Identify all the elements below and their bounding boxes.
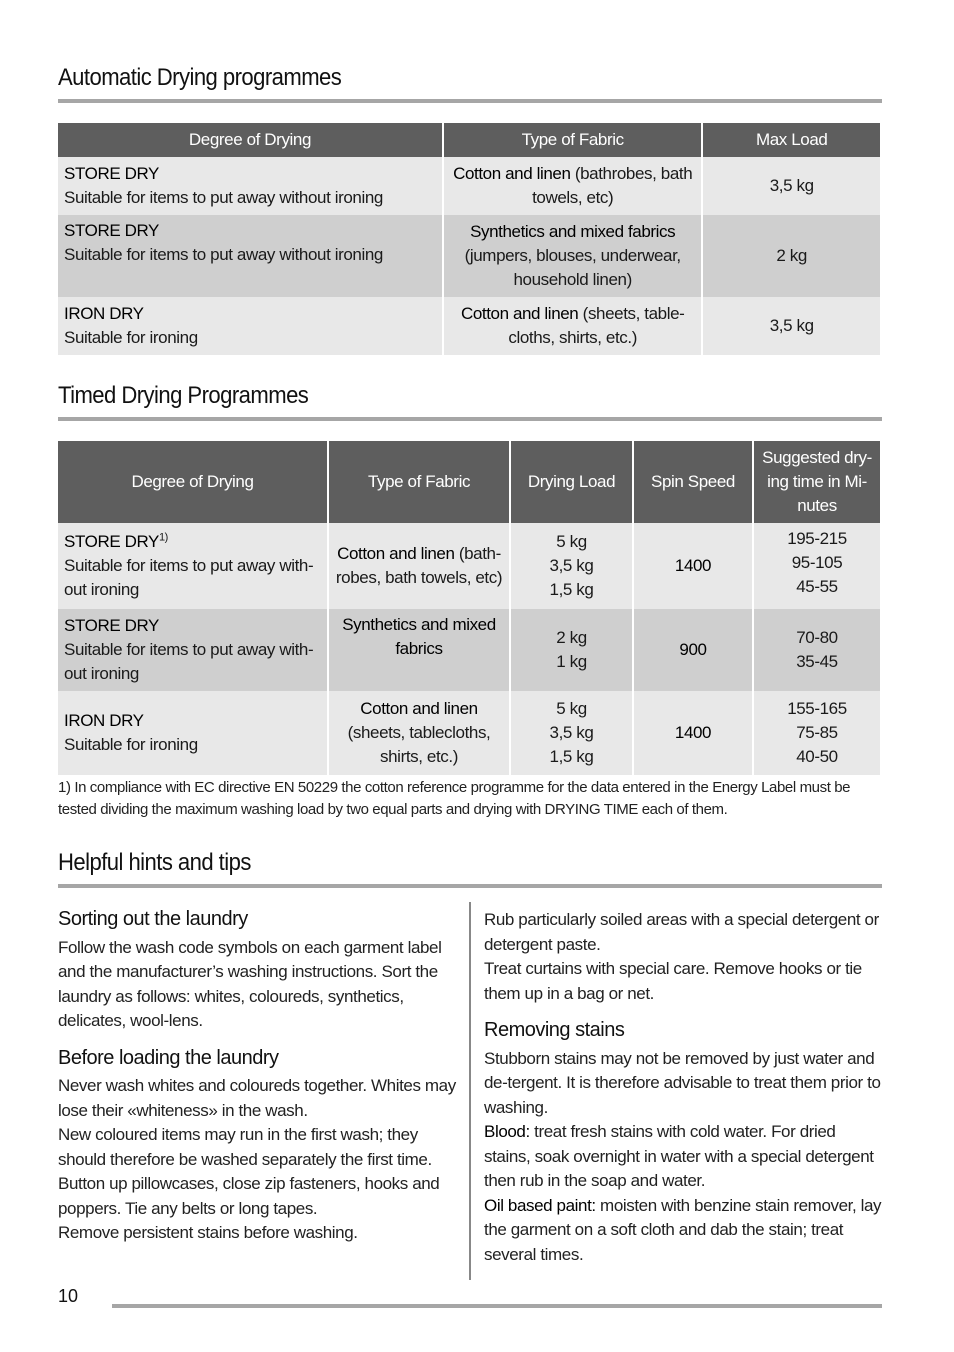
fabric-cell xyxy=(444,215,701,297)
degree-name: STORE DRY xyxy=(64,221,159,240)
oil-label: Oil based paint: xyxy=(484,1195,596,1215)
time-value: 75-85 xyxy=(796,723,838,742)
oil-text: moisten with benzine stain remover, lay the garment on a soft cloth and dab the stain; treat several times. xyxy=(484,1195,882,1264)
header-drying-load: Drying Load xyxy=(511,441,632,523)
time-value: 95-105 xyxy=(791,553,843,572)
degree-name: STORE DRY xyxy=(64,616,159,635)
right-paragraph: Treat curtains with special care. Remove hooks or tie them up in a bag or net. xyxy=(484,959,862,1003)
page-number: 10 xyxy=(58,1286,79,1306)
degree-desc: Suitable for ironing xyxy=(64,328,198,347)
timed-drying-rule xyxy=(58,417,882,421)
right-paragraph: Rub particularly soiled areas with a special detergent or detergent paste. xyxy=(484,910,879,954)
timed-drying-title: Timed Drying Programmes xyxy=(58,382,309,409)
degree-desc: Suitable for items to put away with-out ironing xyxy=(64,556,314,599)
footnote xyxy=(58,777,882,821)
fabric-cell xyxy=(329,523,509,609)
fabric-desc: (sheets, tablecloths, shirts, etc.) xyxy=(347,723,491,766)
load-value: 3,5 kg xyxy=(549,723,594,742)
blood-label: Blood: xyxy=(484,1122,530,1141)
stains-heading: Removing stains xyxy=(484,1019,625,1041)
load-value: 3,5 kg xyxy=(549,556,594,575)
load-cell xyxy=(511,523,632,609)
stains-intro: Stubborn stains may not be removed by just water and de-tergent. It is therefore advisable to treat them prior to washing. xyxy=(484,1048,881,1117)
load-value: 5 kg xyxy=(556,532,587,551)
table-row xyxy=(58,691,880,775)
degree-desc: Suitable for items to put away without ironing xyxy=(64,188,383,207)
load-cell: 3,5 kg xyxy=(703,297,880,355)
footnote-label: 1) xyxy=(58,779,71,796)
sorting-text: Follow the wash code symbols on each garment label and the manufacturer’s washing instructions. Sort the laundry as follows: whites, coloureds, synthetics, delicates, wool-lens. xyxy=(58,937,442,1030)
fabric-cell xyxy=(329,609,509,691)
table-row xyxy=(58,523,880,609)
time-cell xyxy=(754,523,880,609)
degree-name: STORE DRY xyxy=(64,164,159,183)
fabric-name: Cotton and linen xyxy=(337,544,455,563)
load-value: 1,5 kg xyxy=(549,747,594,766)
fabric-cell xyxy=(444,157,701,215)
before-paragraph: Remove persistent stains before washing. xyxy=(58,1223,358,1242)
load-cell xyxy=(511,691,632,775)
time-cell xyxy=(754,609,880,691)
auto-drying-title: Automatic Drying programmes xyxy=(58,64,342,91)
header-degree: Degree of Drying xyxy=(58,441,327,523)
time-value: 45-55 xyxy=(796,577,838,596)
load-value: 5 kg xyxy=(556,699,587,718)
spin-cell: 1400 xyxy=(634,691,752,775)
table-header-row xyxy=(58,123,880,157)
fabric-name: Cotton and linen xyxy=(360,699,478,718)
header-max-load: Max Load xyxy=(703,123,880,157)
load-value: 1 kg xyxy=(556,652,587,671)
fabric-name: Synthetics and mixed fabrics xyxy=(470,222,676,241)
load-cell: 3,5 kg xyxy=(703,157,880,215)
time-cell xyxy=(754,691,880,775)
fabric-cell xyxy=(329,691,509,775)
time-value: 35-45 xyxy=(796,652,838,671)
load-value: 2 kg xyxy=(556,628,587,647)
degree-name: IRON DRY xyxy=(64,711,144,730)
oil-paragraph xyxy=(484,1194,882,1268)
header-spin-speed: Spin Speed xyxy=(634,441,752,523)
degree-cell xyxy=(58,523,327,609)
column-divider xyxy=(469,902,471,1280)
time-value: 155-165 xyxy=(787,699,847,718)
fabric-desc: (bathrobes, bath towels, etc) xyxy=(532,164,693,207)
timed-drying-table xyxy=(56,441,882,775)
auto-drying-table xyxy=(56,123,882,355)
footnote-text: In compliance with EC directive EN 50229 the cotton reference programme for the data entered in the Energy Label must be tested dividing the maximum washing load by two equal parts and drying with DRYING TIME each of them. xyxy=(58,779,851,818)
before-heading: Before loading the laundry xyxy=(58,1046,279,1069)
before-paragraph: New coloured items may run in the first wash; they should therefore be washed separately the first time. xyxy=(58,1125,432,1169)
header-fabric: Type of Fabric xyxy=(444,123,701,157)
degree-cell xyxy=(58,609,327,691)
time-value: 40-50 xyxy=(796,747,838,766)
spin-cell: 1400 xyxy=(634,523,752,609)
load-cell: 2 kg xyxy=(703,215,880,297)
load-cell xyxy=(511,609,632,691)
spin-cell: 900 xyxy=(634,609,752,691)
hints-rule xyxy=(58,884,882,888)
degree-name: IRON DRY xyxy=(64,304,144,323)
hints-left-column xyxy=(58,907,458,1246)
before-paragraph: Button up pillowcases, close zip fasteners, hooks and poppers. Tie any belts or long tapes. xyxy=(58,1174,440,1218)
footnote-mark: 1) xyxy=(158,531,168,544)
sorting-heading: Sorting out the laundry xyxy=(58,908,248,930)
header-degree: Degree of Drying xyxy=(58,123,442,157)
footer-rule xyxy=(112,1304,882,1308)
blood-paragraph xyxy=(484,1120,882,1194)
fabric-desc: (sheets, table-cloths, shirts, etc.) xyxy=(508,304,685,347)
time-value: 195-215 xyxy=(787,529,847,548)
degree-desc: Suitable for items to put away without ironing xyxy=(64,245,383,264)
fabric-cell xyxy=(444,297,701,355)
header-fabric: Type of Fabric xyxy=(329,441,509,523)
degree-cell xyxy=(58,297,442,355)
fabric-desc: (jumpers, blouses, underwear, household linen) xyxy=(464,246,681,289)
table-header-row xyxy=(58,441,880,523)
hints-right-column xyxy=(484,908,882,1267)
hints-title: Helpful hints and tips xyxy=(58,849,251,876)
degree-cell xyxy=(58,215,442,297)
time-value: 70-80 xyxy=(796,628,838,647)
degree-desc: Suitable for ironing xyxy=(64,735,198,754)
blood-text: treat fresh stains with cold water. For dried stains, soak overnight in water with a special detergent then rub in the soap and water. xyxy=(484,1122,874,1190)
table-row xyxy=(58,297,880,355)
degree-cell xyxy=(58,157,442,215)
before-paragraph: Never wash whites and coloureds together. Whites may lose their «whiteness» in the wash. xyxy=(58,1076,456,1120)
fabric-name: Cotton and linen xyxy=(453,164,571,183)
fabric-name: Synthetics and mixed fabrics xyxy=(342,615,496,658)
header-drying-time: Suggested dry-ing time in Mi-nutes xyxy=(754,441,880,523)
load-value: 1,5 kg xyxy=(549,580,594,599)
degree-name: STORE DRY xyxy=(64,532,159,551)
fabric-desc: (bath-robes, bath towels, etc) xyxy=(335,544,503,587)
auto-drying-rule xyxy=(58,99,882,103)
degree-cell xyxy=(58,691,327,775)
fabric-name: Cotton and linen xyxy=(460,304,579,323)
table-row xyxy=(58,215,880,297)
degree-desc: Suitable for items to put away with-out ironing xyxy=(64,640,314,683)
table-row xyxy=(58,609,880,691)
table-row xyxy=(58,157,880,215)
